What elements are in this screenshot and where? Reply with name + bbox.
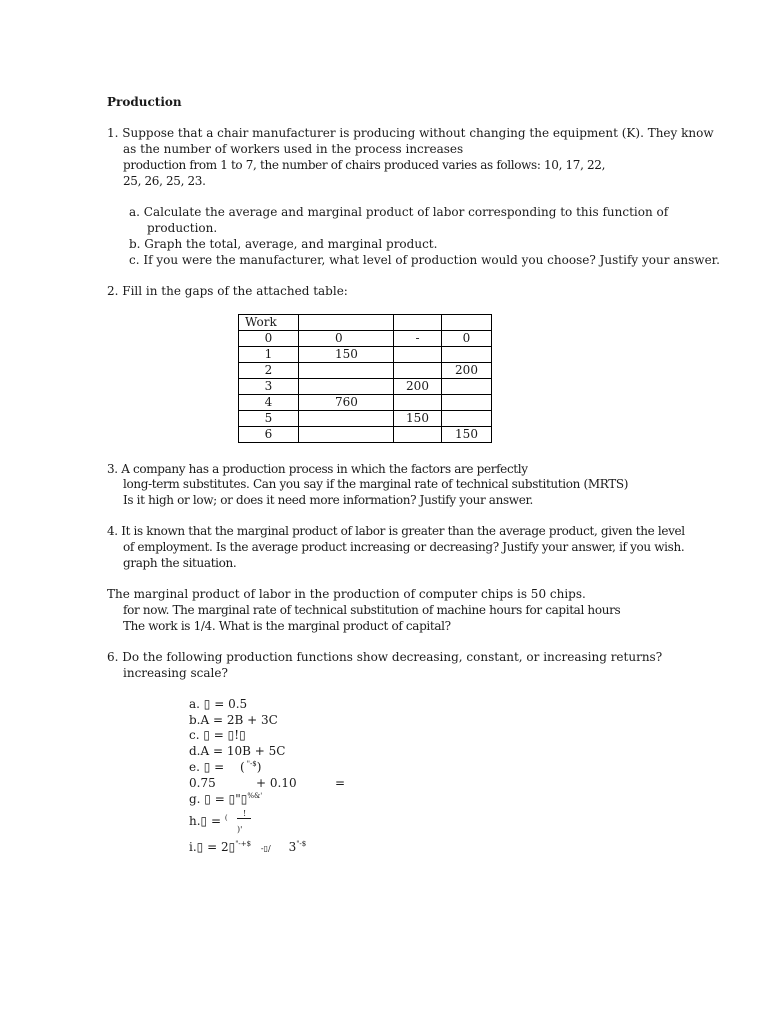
table-cell: 3 (239, 379, 299, 395)
table-cell (299, 411, 394, 427)
function-row-values (189, 776, 346, 791)
function-e (189, 760, 261, 777)
table-cell (394, 395, 442, 411)
table-cell (299, 379, 394, 395)
function-row-c: = (335, 776, 346, 790)
table-cell (394, 363, 442, 379)
function-e-sup: "-$ (246, 760, 257, 768)
table-cell: 0 (239, 331, 299, 347)
table-row (239, 347, 492, 363)
table-cell (394, 427, 442, 443)
table-cell: 0 (442, 331, 492, 347)
function-a: a. ▯ = 0.5 (189, 697, 248, 711)
table-header-cell (442, 315, 492, 331)
table-cell: 150 (394, 411, 442, 427)
function-row-b: + 0.10 (256, 776, 297, 790)
table-cell (442, 411, 492, 427)
table-cell: 1 (239, 347, 299, 363)
function-i-mid: -▯/ (260, 844, 271, 853)
q5-line-3: The work is 1/4. What is the marginal product of capital? (123, 619, 451, 633)
q1-line-1: 1. Suppose that a chair manufacturer is producing without changing the equipment (K). They know (107, 126, 714, 140)
q1-item-b: b. Graph the total, average, and marginal product. (129, 237, 438, 251)
function-i-sup2: "-$ (296, 840, 307, 848)
function-g-sup: %&' (247, 792, 263, 800)
q1-item-a-line-2: production. (147, 221, 218, 235)
q5-line-1: The marginal product of labor in the production of computer chips is 50 chips. (107, 587, 586, 601)
table-cell: 0 (299, 331, 394, 347)
q3-line-3: Is it high or low; or does it need more information? Justify your answer. (123, 493, 533, 507)
table-row (239, 411, 492, 427)
function-e-main: e. ▯ = (189, 760, 225, 774)
table-cell (394, 347, 442, 363)
function-e-paren: ( (240, 760, 245, 774)
function-i-sup1: "-+$ (235, 840, 252, 848)
table-cell: 2 (239, 363, 299, 379)
q6-line-1: 6. Do the following production functions show decreasing, constant, or increasing returns? (107, 650, 663, 664)
q1-item-c: c. If you were the manufacturer, what level of production would you choose? Justify your answer. (129, 253, 720, 267)
function-i-main: i.▯ = 2▯ (189, 840, 236, 854)
function-h (189, 814, 228, 831)
table-cell: 200 (442, 363, 492, 379)
table-cell (442, 347, 492, 363)
q5-line-2: for now. The marginal rate of technical substitution of machine hours for capital hours (123, 603, 621, 617)
q1-item-a-line-1: a. Calculate the average and marginal product of labor corresponding to this function of (129, 205, 669, 219)
table-header-cell (299, 315, 394, 331)
gaps-table (238, 314, 492, 443)
q1-line-4: 25, 26, 25, 23. (123, 174, 206, 188)
table-row (239, 363, 492, 379)
table-cell (299, 363, 394, 379)
fraction-bar (237, 818, 251, 819)
table-cell (442, 395, 492, 411)
table-header-cell (394, 315, 442, 331)
table-header-cell: Work (239, 315, 299, 331)
q3-line-2: long-term substitutes. Can you say if the marginal rate of technical substitution (MRTS) (123, 477, 629, 491)
table-row (239, 395, 492, 411)
q1-line-2: as the number of workers used in the process increases (123, 142, 464, 156)
function-row-a: 0.75 (189, 776, 216, 790)
table-row (239, 427, 492, 443)
table-row (239, 379, 492, 395)
q1-line-3: production from 1 to 7, the number of chairs produced varies as follows: 10, 17, 22, (123, 158, 606, 172)
function-d: d.A = 10B + 5C (189, 744, 286, 758)
q6-line-2: increasing scale? (123, 666, 228, 680)
table-cell (442, 379, 492, 395)
table-cell: 4 (239, 395, 299, 411)
table-cell: - (394, 331, 442, 347)
q3-line-1: 3. A company has a production process in which the factors are perfectly (107, 462, 528, 476)
table-header-row (239, 315, 492, 331)
q4-line-1: 4. It is known that the marginal product of labor is greater than the average product, given the level (107, 524, 685, 538)
function-h-numerator: ! (243, 809, 247, 818)
function-i-tail: 3 (288, 840, 297, 854)
function-g (189, 792, 262, 809)
function-g-main: g. ▯ = ▯"▯ (189, 792, 248, 806)
function-h-denominator: )' (237, 825, 243, 834)
table-cell: 6 (239, 427, 299, 443)
function-e-close: ) (256, 760, 262, 774)
function-i (189, 840, 306, 857)
document-title: Production (107, 95, 182, 109)
q4-line-2: of employment. Is the average product increasing or decreasing? Justify your answer, if you wish. (123, 540, 685, 554)
table-cell: 150 (442, 427, 492, 443)
function-h-paren: ( (224, 814, 228, 822)
table-cell: 150 (299, 347, 394, 363)
table-cell: 760 (299, 395, 394, 411)
function-h-main: h.▯ = (189, 814, 222, 828)
table-cell (299, 427, 394, 443)
q2-text: 2. Fill in the gaps of the attached table: (107, 284, 348, 298)
table-cell: 5 (239, 411, 299, 427)
function-c: c. ▯ = ▯!▯ (189, 728, 246, 742)
table-row (239, 331, 492, 347)
q4-line-3: graph the situation. (123, 556, 237, 570)
function-b: b.A = 2B + 3C (189, 713, 278, 727)
table-cell: 200 (394, 379, 442, 395)
